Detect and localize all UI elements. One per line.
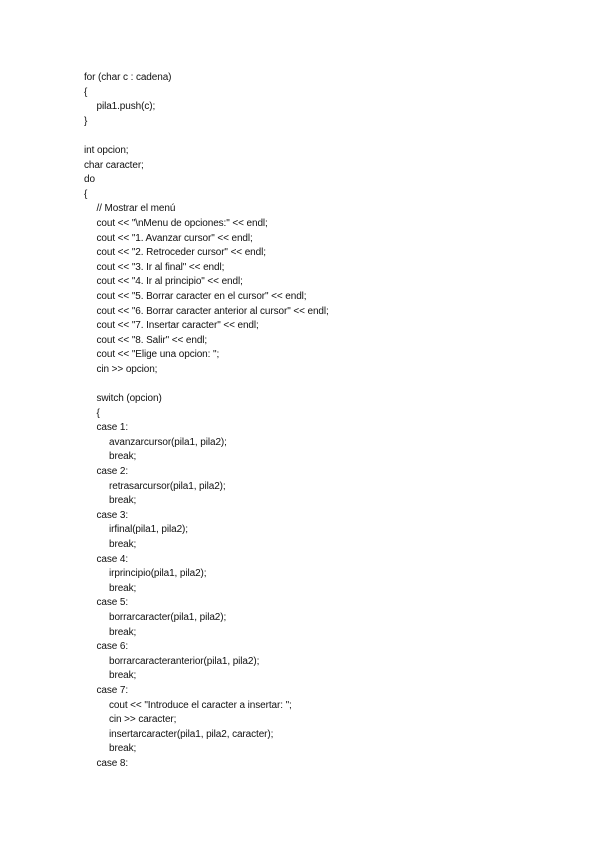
code-line: { [84,188,88,200]
code-line: int opcion; [84,144,129,156]
code-line: cout << "Elige una opcion: "; [96,349,220,361]
code-line: case 2: [96,466,129,478]
code-line: break; [109,495,137,507]
code-line: break; [109,539,137,550]
code-line: pila1.push(c); [96,101,156,113]
code-line: retrasarcursor(pila1, pila2); [109,480,226,492]
code-line: cout << "2. Retroceder cursor" << endl; [96,247,266,259]
code-line: { [96,407,100,419]
code-line: char caracter; [84,159,144,171]
code-line: case 6: [96,641,129,653]
code-line [84,377,564,392]
code-line: break; [109,582,137,594]
code-block [84,71,564,772]
code-line: case 8: [96,757,129,769]
code-line: cout << "4. Ir al principio" << endl; [96,276,243,288]
code-line: case 1: [96,422,129,434]
code-line: cout << "1. Avanzar cursor" << endl; [96,232,253,244]
code-line: borrarcaracter(pila1, pila2); [109,611,227,623]
code-line: avanzarcursor(pila1, pila2); [109,436,227,448]
code-line: break; [109,670,137,682]
code-line: cout << "6. Borrar caracter anterior al cursor" << endl; [96,305,329,317]
code-line [84,129,564,144]
code-line: cin >> caracter; [109,714,177,726]
code-line: switch (opcion) [96,393,162,405]
code-line: case 7: [96,684,129,696]
code-line: cout << "3. Ir al final" << endl; [96,261,225,273]
code-line: break; [109,743,137,755]
code-line: { [84,86,88,98]
code-line: cout << "5. Borrar caracter en el cursor" << endl; [96,290,307,302]
code-line: cout << "7. Insertar caracter" << endl; [96,320,259,332]
code-line: case 4: [96,553,129,565]
code-line: case 3: [96,509,129,521]
code-line: break; [109,626,137,638]
code-line: insertarcaracter(pila1, pila2, caracter); [109,728,274,740]
code-line: for (char c : cadena) [84,72,172,83]
code-line: cout << "8. Salir" << endl; [96,334,208,346]
code-line: irfinal(pila1, pila2); [109,524,188,536]
code-line: break; [109,451,137,463]
code-line: // Mostrar el menú [96,203,176,215]
code-line: } [84,115,88,127]
code-line: irprincipio(pila1, pila2); [109,568,207,580]
code-line: cin >> opcion; [96,363,158,375]
code-line: cout << "Introduce el caracter a insertar: "; [109,699,292,711]
code-line: cout << "\nMenu de opciones:" << endl; [96,217,268,229]
code-line: borrarcaracteranterior(pila1, pila2); [109,655,260,667]
code-line: case 5: [96,597,129,609]
code-line: do [84,174,95,186]
